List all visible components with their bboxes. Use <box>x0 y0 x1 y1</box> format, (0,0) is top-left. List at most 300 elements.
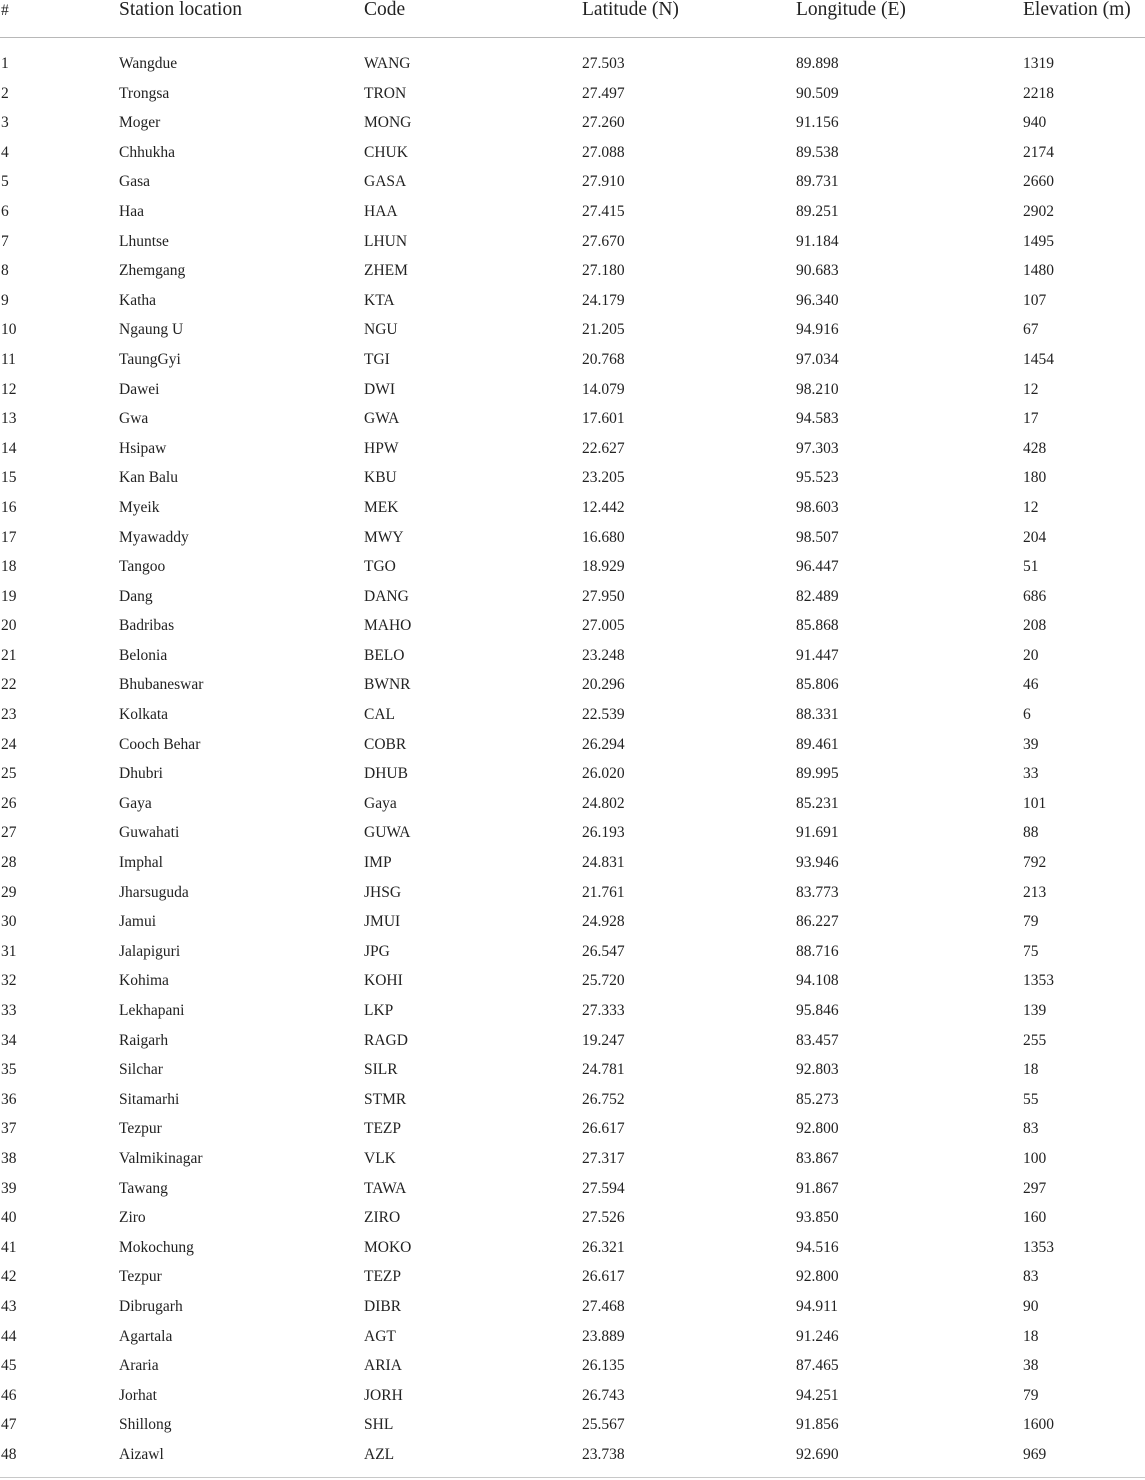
cell-latitude: 18.929 <box>582 558 625 576</box>
cell-station-location: Dang <box>119 587 153 605</box>
cell-latitude: 26.617 <box>582 1268 625 1286</box>
table-row <box>0 730 1145 760</box>
cell-longitude: 87.465 <box>796 1357 839 1375</box>
cell-number: 27 <box>1 824 17 842</box>
cell-code: CAL <box>364 706 395 724</box>
table-row <box>0 1055 1145 1085</box>
cell-number: 26 <box>1 794 17 812</box>
cell-longitude: 83.457 <box>796 1031 839 1049</box>
cell-elevation: 12 <box>1023 498 1039 516</box>
cell-number: 34 <box>1 1031 17 1049</box>
table-row <box>0 552 1145 582</box>
table-row <box>0 611 1145 641</box>
cell-station-location: Tezpur <box>119 1120 162 1138</box>
table-row <box>0 404 1145 434</box>
cell-station-location: Kan Balu <box>119 469 178 487</box>
cell-station-location: Katha <box>119 291 157 309</box>
cell-number: 32 <box>1 972 17 990</box>
cell-latitude: 12.442 <box>582 498 625 516</box>
cell-code: GASA <box>364 173 407 191</box>
cell-station-location: Wangdue <box>119 55 178 72</box>
cell-latitude: 24.179 <box>582 291 625 309</box>
cell-latitude: 26.617 <box>582 1120 625 1138</box>
cell-code: BWNR <box>364 676 411 694</box>
cell-elevation: 1480 <box>1023 262 1054 280</box>
cell-elevation: 792 <box>1023 854 1047 872</box>
cell-longitude: 89.538 <box>796 143 839 161</box>
cell-latitude: 21.761 <box>582 883 625 901</box>
cell-longitude: 97.034 <box>796 350 839 368</box>
cell-number: 8 <box>1 262 9 280</box>
cell-longitude: 92.800 <box>796 1268 839 1286</box>
cell-number: 5 <box>1 173 9 191</box>
cell-longitude: 85.231 <box>796 794 839 812</box>
cell-code: KBU <box>364 469 397 487</box>
cell-elevation: 686 <box>1023 587 1047 605</box>
cell-elevation: 204 <box>1023 528 1047 546</box>
cell-station-location: Valmikinagar <box>119 1149 203 1167</box>
cell-code: VLK <box>364 1149 396 1167</box>
cell-latitude: 26.321 <box>582 1238 625 1256</box>
cell-longitude: 88.716 <box>796 942 839 960</box>
cell-code: HAA <box>364 202 398 220</box>
cell-latitude: 14.079 <box>582 380 625 398</box>
cell-latitude: 27.910 <box>582 173 625 191</box>
cell-code: DWI <box>364 380 395 398</box>
cell-latitude: 27.503 <box>582 55 625 72</box>
cell-longitude: 91.867 <box>796 1179 839 1197</box>
cell-code: JHSG <box>364 883 402 901</box>
cell-code: JMUI <box>364 913 401 931</box>
cell-number: 20 <box>1 617 17 635</box>
cell-latitude: 27.415 <box>582 202 625 220</box>
cell-station-location: Lekhapani <box>119 1002 185 1019</box>
cell-station-location: Belonia <box>119 646 168 664</box>
cell-station-location: Myeik <box>119 498 160 516</box>
cell-elevation: 2218 <box>1023 84 1054 102</box>
cell-elevation: 1353 <box>1023 972 1054 990</box>
cell-latitude: 25.720 <box>582 972 625 990</box>
cell-code: TEZP <box>364 1120 402 1138</box>
cell-station-location: Jorhat <box>119 1386 157 1404</box>
cell-elevation: 75 <box>1023 942 1039 960</box>
cell-number: 25 <box>1 765 17 783</box>
cell-longitude: 98.603 <box>796 498 839 516</box>
cell-elevation: 79 <box>1023 913 1039 931</box>
cell-code: TRON <box>364 84 407 102</box>
cell-longitude: 94.251 <box>796 1386 839 1404</box>
cell-latitude: 22.627 <box>582 439 625 457</box>
cell-latitude: 24.781 <box>582 1061 625 1079</box>
cell-longitude: 85.868 <box>796 617 839 635</box>
table-row <box>0 1381 1145 1411</box>
table-row <box>0 878 1145 908</box>
cell-station-location: Araria <box>119 1357 159 1375</box>
cell-elevation: 12 <box>1023 380 1039 398</box>
cell-latitude: 27.088 <box>582 143 625 161</box>
cell-elevation: 20 <box>1023 646 1039 664</box>
table-row <box>0 434 1145 464</box>
header-code: Code <box>364 0 406 20</box>
cell-number: 12 <box>1 380 17 398</box>
cell-longitude: 83.867 <box>796 1149 839 1167</box>
cell-number: 23 <box>1 706 17 724</box>
cell-elevation: 46 <box>1023 676 1039 694</box>
cell-latitude: 24.802 <box>582 794 625 812</box>
cell-code: ZHEM <box>364 262 408 280</box>
cell-number: 42 <box>1 1268 17 1286</box>
cell-elevation: 101 <box>1023 794 1047 812</box>
table-row <box>0 1026 1145 1056</box>
cell-station-location: Sitamarhi <box>119 1090 180 1108</box>
cell-number: 37 <box>1 1120 17 1138</box>
table-row <box>0 286 1145 316</box>
cell-longitude: 94.916 <box>796 321 839 339</box>
header-number: # <box>1 2 9 19</box>
cell-latitude: 26.020 <box>582 765 625 783</box>
cell-longitude: 92.690 <box>796 1445 839 1463</box>
cell-station-location: Jamui <box>119 913 157 931</box>
table-row <box>0 996 1145 1026</box>
table-row <box>0 256 1145 286</box>
cell-latitude: 24.928 <box>582 913 625 931</box>
cell-latitude: 19.247 <box>582 1031 625 1049</box>
cell-latitude: 24.831 <box>582 854 625 872</box>
cell-latitude: 26.294 <box>582 735 625 753</box>
cell-elevation: 18 <box>1023 1327 1039 1345</box>
cell-code: Gaya <box>364 794 397 812</box>
cell-station-location: Dhubri <box>119 765 163 783</box>
cell-station-location: Gwa <box>119 410 149 428</box>
cell-code: KTA <box>364 291 395 309</box>
cell-number: 13 <box>1 410 17 428</box>
cell-number: 28 <box>1 854 17 872</box>
cell-elevation: 180 <box>1023 469 1047 487</box>
cell-code: IMP <box>364 854 392 872</box>
cell-latitude: 26.547 <box>582 942 625 960</box>
cell-longitude: 83.773 <box>796 883 839 901</box>
table-row <box>0 848 1145 878</box>
cell-code: SILR <box>364 1061 398 1079</box>
cell-code: RAGD <box>364 1031 408 1049</box>
cell-number: 21 <box>1 646 17 664</box>
cell-station-location: Zhemgang <box>119 262 186 280</box>
cell-latitude: 27.950 <box>582 587 625 605</box>
table-row <box>0 759 1145 789</box>
table-row <box>0 1292 1145 1322</box>
cell-number: 29 <box>1 883 17 901</box>
table-row <box>0 789 1145 819</box>
table-row <box>0 138 1145 168</box>
cell-station-location: Bhubaneswar <box>119 676 204 694</box>
cell-elevation: 38 <box>1023 1357 1039 1375</box>
table-row <box>0 108 1145 138</box>
table-row <box>0 523 1145 553</box>
cell-elevation: 79 <box>1023 1386 1039 1404</box>
cell-elevation: 18 <box>1023 1061 1039 1079</box>
cell-number: 39 <box>1 1179 17 1197</box>
cell-number: 41 <box>1 1238 17 1256</box>
cell-latitude: 23.205 <box>582 469 625 487</box>
cell-number: 45 <box>1 1357 17 1375</box>
cell-elevation: 969 <box>1023 1445 1047 1463</box>
cell-number: 2 <box>1 84 9 102</box>
cell-station-location: Kohima <box>119 972 169 990</box>
cell-longitude: 89.461 <box>796 735 839 753</box>
table-row <box>0 375 1145 405</box>
cell-code: AGT <box>364 1327 396 1345</box>
cell-station-location: Dawei <box>119 380 160 398</box>
table-row <box>0 79 1145 109</box>
cell-station-location: Haa <box>119 202 144 220</box>
cell-code: DIBR <box>364 1297 402 1315</box>
cell-longitude: 82.489 <box>796 587 839 605</box>
cell-longitude: 91.447 <box>796 646 839 664</box>
cell-station-location: Gasa <box>119 173 150 191</box>
cell-code: TGI <box>364 350 390 368</box>
cell-elevation: 51 <box>1023 558 1039 576</box>
cell-number: 24 <box>1 735 17 753</box>
table-row <box>0 1262 1145 1292</box>
cell-elevation: 90 <box>1023 1297 1039 1315</box>
cell-elevation: 139 <box>1023 1002 1047 1019</box>
cell-code: JORH <box>364 1386 403 1404</box>
table-row <box>0 641 1145 671</box>
cell-latitude: 26.752 <box>582 1090 625 1108</box>
cell-code: MWY <box>364 528 404 546</box>
cell-latitude: 22.539 <box>582 706 625 724</box>
cell-station-location: TaungGyi <box>119 350 181 368</box>
cell-code: COBR <box>364 735 407 753</box>
cell-code: ZIRO <box>364 1209 401 1227</box>
cell-elevation: 39 <box>1023 735 1039 753</box>
cell-code: NGU <box>364 321 398 339</box>
cell-latitude: 25.567 <box>582 1416 625 1434</box>
cell-latitude: 27.333 <box>582 1002 625 1019</box>
cell-station-location: Trongsa <box>119 84 170 102</box>
cell-number: 15 <box>1 469 17 487</box>
cell-station-location: Agartala <box>119 1327 173 1345</box>
cell-station-location: Cooch Behar <box>119 735 201 753</box>
table-row <box>0 1322 1145 1352</box>
cell-longitude: 92.800 <box>796 1120 839 1138</box>
cell-longitude: 85.273 <box>796 1090 839 1108</box>
table-row <box>0 197 1145 227</box>
cell-code: HPW <box>364 439 399 457</box>
cell-station-location: Tezpur <box>119 1268 162 1286</box>
table-row <box>0 1203 1145 1233</box>
cell-elevation: 6 <box>1023 706 1031 724</box>
header-elevation: Elevation (m) <box>1023 0 1131 20</box>
header-latitude: Latitude (N) <box>582 0 679 20</box>
cell-code: GWA <box>364 410 400 428</box>
cell-longitude: 95.523 <box>796 469 839 487</box>
cell-station-location: Jharsuguda <box>119 883 189 901</box>
cell-elevation: 17 <box>1023 410 1039 428</box>
cell-code: BELO <box>364 646 405 664</box>
cell-number: 17 <box>1 528 17 546</box>
cell-station-location: Shillong <box>119 1416 172 1434</box>
cell-station-location: Lhuntse <box>119 232 169 250</box>
cell-elevation: 2902 <box>1023 202 1054 220</box>
cell-elevation: 940 <box>1023 114 1047 132</box>
cell-longitude: 93.850 <box>796 1209 839 1227</box>
cell-code: TAWA <box>364 1179 407 1197</box>
cell-elevation: 428 <box>1023 439 1047 457</box>
table-row <box>0 818 1145 848</box>
cell-code: LKP <box>364 1002 394 1019</box>
cell-longitude: 91.184 <box>796 232 839 250</box>
cell-latitude: 26.135 <box>582 1357 625 1375</box>
cell-number: 4 <box>1 143 9 161</box>
table-row <box>0 1233 1145 1263</box>
cell-station-location: Moger <box>119 114 161 132</box>
cell-station-location: Mokochung <box>119 1238 194 1256</box>
cell-code: MONG <box>364 114 412 132</box>
cell-code: WANG <box>364 55 411 72</box>
cell-code: LHUN <box>364 232 408 250</box>
table-row <box>0 1144 1145 1174</box>
cell-code: TGO <box>364 558 396 576</box>
cell-code: STMR <box>364 1090 407 1108</box>
cell-elevation: 160 <box>1023 1209 1047 1227</box>
cell-number: 18 <box>1 558 17 576</box>
cell-code: AZL <box>364 1445 395 1463</box>
cell-station-location: Gaya <box>119 794 152 812</box>
cell-longitude: 91.156 <box>796 114 839 132</box>
cell-longitude: 94.911 <box>796 1297 839 1315</box>
cell-code: MOKO <box>364 1238 412 1256</box>
table-row <box>0 1085 1145 1115</box>
cell-station-location: Silchar <box>119 1061 163 1079</box>
cell-station-location: Badribas <box>119 617 175 635</box>
cell-number: 43 <box>1 1297 17 1315</box>
cell-code: MAHO <box>364 617 412 635</box>
table-row <box>0 49 1145 79</box>
cell-longitude: 97.303 <box>796 439 839 457</box>
cell-longitude: 89.251 <box>796 202 839 220</box>
table-row <box>0 1351 1145 1381</box>
cell-number: 9 <box>1 291 9 309</box>
cell-longitude: 91.246 <box>796 1327 839 1345</box>
table-row <box>0 966 1145 996</box>
cell-longitude: 91.856 <box>796 1416 839 1434</box>
table-body <box>0 49 1145 1470</box>
table-row <box>0 907 1145 937</box>
cell-number: 36 <box>1 1090 17 1108</box>
cell-number: 30 <box>1 913 17 931</box>
cell-elevation: 55 <box>1023 1090 1039 1108</box>
cell-longitude: 96.340 <box>796 291 839 309</box>
cell-number: 31 <box>1 942 17 960</box>
cell-longitude: 94.516 <box>796 1238 839 1256</box>
cell-elevation: 67 <box>1023 321 1039 339</box>
cell-elevation: 33 <box>1023 765 1039 783</box>
cell-longitude: 94.108 <box>796 972 839 990</box>
cell-longitude: 98.210 <box>796 380 839 398</box>
cell-longitude: 89.731 <box>796 173 839 191</box>
cell-number: 11 <box>1 350 16 368</box>
cell-longitude: 90.509 <box>796 84 839 102</box>
cell-station-location: Ziro <box>119 1209 146 1227</box>
cell-number: 48 <box>1 1445 17 1463</box>
table-row <box>0 1174 1145 1204</box>
cell-latitude: 23.248 <box>582 646 625 664</box>
cell-number: 33 <box>1 1002 17 1019</box>
table-bottom-rule <box>0 1477 1145 1478</box>
cell-station-location: Ngaung U <box>119 321 184 339</box>
cell-number: 10 <box>1 321 17 339</box>
cell-station-location: Tawang <box>119 1179 168 1197</box>
cell-longitude: 92.803 <box>796 1061 839 1079</box>
header-longitude: Longitude (E) <box>796 0 906 20</box>
cell-longitude: 88.331 <box>796 706 839 724</box>
cell-latitude: 20.768 <box>582 350 625 368</box>
cell-elevation: 213 <box>1023 883 1047 901</box>
cell-code: JPG <box>364 942 390 960</box>
cell-longitude: 85.806 <box>796 676 839 694</box>
cell-elevation: 297 <box>1023 1179 1047 1197</box>
cell-longitude: 96.447 <box>796 558 839 576</box>
table-row <box>0 315 1145 345</box>
cell-station-location: Kolkata <box>119 706 169 724</box>
cell-latitude: 27.180 <box>582 262 625 280</box>
cell-latitude: 23.889 <box>582 1327 625 1345</box>
cell-latitude: 27.260 <box>582 114 625 132</box>
cell-number: 16 <box>1 498 17 516</box>
cell-longitude: 98.507 <box>796 528 839 546</box>
cell-code: MEK <box>364 498 399 516</box>
cell-longitude: 93.946 <box>796 854 839 872</box>
cell-latitude: 27.526 <box>582 1209 625 1227</box>
cell-elevation: 2660 <box>1023 173 1054 191</box>
cell-longitude: 95.846 <box>796 1002 839 1019</box>
table-row <box>0 700 1145 730</box>
cell-longitude: 89.898 <box>796 55 839 72</box>
cell-elevation: 83 <box>1023 1268 1039 1286</box>
cell-station-location: Jalapiguri <box>119 942 181 960</box>
cell-elevation: 83 <box>1023 1120 1039 1138</box>
cell-elevation: 1454 <box>1023 350 1054 368</box>
cell-latitude: 21.205 <box>582 321 625 339</box>
cell-number: 3 <box>1 114 9 132</box>
cell-number: 6 <box>1 202 9 220</box>
cell-station-location: Myawaddy <box>119 528 189 546</box>
cell-elevation: 255 <box>1023 1031 1047 1049</box>
cell-latitude: 27.317 <box>582 1149 625 1167</box>
cell-station-location: Raigarh <box>119 1031 169 1049</box>
cell-number: 22 <box>1 676 17 694</box>
table-row <box>0 1410 1145 1440</box>
table-row <box>0 227 1145 257</box>
cell-longitude: 94.583 <box>796 410 839 428</box>
cell-latitude: 17.601 <box>582 410 625 428</box>
cell-latitude: 16.680 <box>582 528 625 546</box>
cell-station-location: Chhukha <box>119 143 175 161</box>
cell-elevation: 107 <box>1023 291 1047 309</box>
cell-number: 35 <box>1 1061 17 1079</box>
cell-latitude: 27.670 <box>582 232 625 250</box>
cell-station-location: Dibrugarh <box>119 1297 183 1315</box>
cell-station-location: Guwahati <box>119 824 180 842</box>
cell-number: 19 <box>1 587 17 605</box>
cell-number: 40 <box>1 1209 17 1227</box>
table-row <box>0 937 1145 967</box>
cell-elevation: 208 <box>1023 617 1047 635</box>
cell-latitude: 27.497 <box>582 84 625 102</box>
cell-code: SHL <box>364 1416 394 1434</box>
cell-station-location: Tangoo <box>119 558 166 576</box>
